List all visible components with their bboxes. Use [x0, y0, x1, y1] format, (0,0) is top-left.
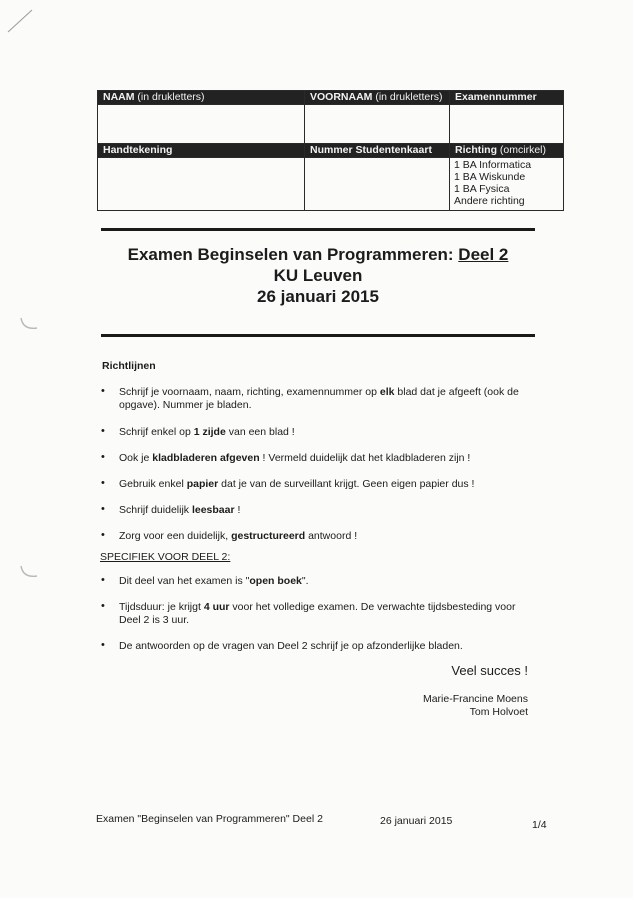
title-line-3: 26 januari 2015 — [257, 287, 379, 306]
specific-heading: SPECIFIEK VOOR DEEL 2: — [100, 551, 231, 563]
title-line-1: Examen Beginselen van Programmeren: Deel 2 — [127, 245, 509, 264]
author-name: Marie-Francine Moens — [422, 693, 528, 705]
naam-header: NAAM (in drukletters) — [98, 91, 305, 105]
footer-date: 26 januari 2015 — [380, 815, 453, 827]
guideline-item: • Schrijf duidelijk leesbaar ! — [100, 504, 530, 517]
examennummer-field[interactable] — [450, 105, 564, 144]
handtekening-header: Handtekening — [98, 144, 305, 158]
richting-option[interactable]: Andere richting — [454, 195, 525, 207]
author-name: Tom Holvoet — [469, 706, 528, 718]
richting-option[interactable]: 1 BA Wiskunde — [454, 171, 526, 183]
pen-mark-icon — [6, 8, 34, 34]
divider — [101, 228, 535, 231]
richting-header: Richting (omcirkel) — [450, 144, 564, 158]
guideline-item: • Zorg voor een duidelijk, gestructureerd antwoord ! — [100, 530, 530, 543]
handtekening-field[interactable] — [98, 158, 305, 211]
guideline-item: • Ook je kladbladeren afgeven ! Vermeld duidelijk dat het kladbladeren zijn ! — [100, 452, 530, 465]
exam-title — [100, 244, 536, 307]
examennummer-header: Examennummer — [450, 91, 564, 105]
signature-block — [423, 693, 528, 719]
divider — [101, 334, 535, 337]
page-number: 1/4 — [532, 819, 547, 831]
guideline-item: • Gebruik enkel papier dat je van de surveillant krijgt. Geen eigen papier dus ! — [100, 478, 530, 491]
specific-item: • Tijdsduur: je krijgt 4 uur voor het volledige examen. De verwachte tijdsbesteding voor Deel 2 is 3 uur. — [100, 601, 530, 627]
punch-hole-icon — [18, 560, 40, 582]
footer-title: Examen "Beginselen van Programmeren" Deel 2 — [96, 813, 323, 825]
studentenkaart-field[interactable] — [305, 158, 450, 211]
instructions — [100, 360, 530, 653]
richting-option[interactable]: 1 BA Informatica — [454, 159, 532, 171]
guideline-item: • Schrijf enkel op 1 zijde van een blad ! — [100, 426, 530, 439]
closing-greeting: Veel succes ! — [451, 663, 528, 678]
voornaam-header: VOORNAAM (in drukletters) — [305, 91, 450, 105]
guideline-item: • Schrijf je voornaam, naam, richting, examennummer op elk blad dat je afgeeft (ook de opgave). Nummer je bladen. — [100, 386, 530, 412]
punch-hole-icon — [18, 312, 40, 334]
guidelines-heading: Richtlijnen — [102, 360, 156, 372]
specific-item: • De antwoorden op de vragen van Deel 2 schrijf je op afzonderlijke bladen. — [100, 640, 530, 653]
voornaam-field[interactable] — [305, 105, 450, 144]
title-line-2: KU Leuven — [273, 266, 363, 285]
richting-options[interactable] — [450, 158, 564, 211]
closing — [423, 663, 528, 719]
naam-field[interactable] — [98, 105, 305, 144]
richting-option[interactable]: 1 BA Fysica — [454, 183, 510, 195]
specific-item: • Dit deel van het examen is "open boek". — [100, 575, 530, 588]
studentenkaart-header: Nummer Studentenkaart — [305, 144, 450, 158]
student-id-table — [97, 90, 564, 211]
